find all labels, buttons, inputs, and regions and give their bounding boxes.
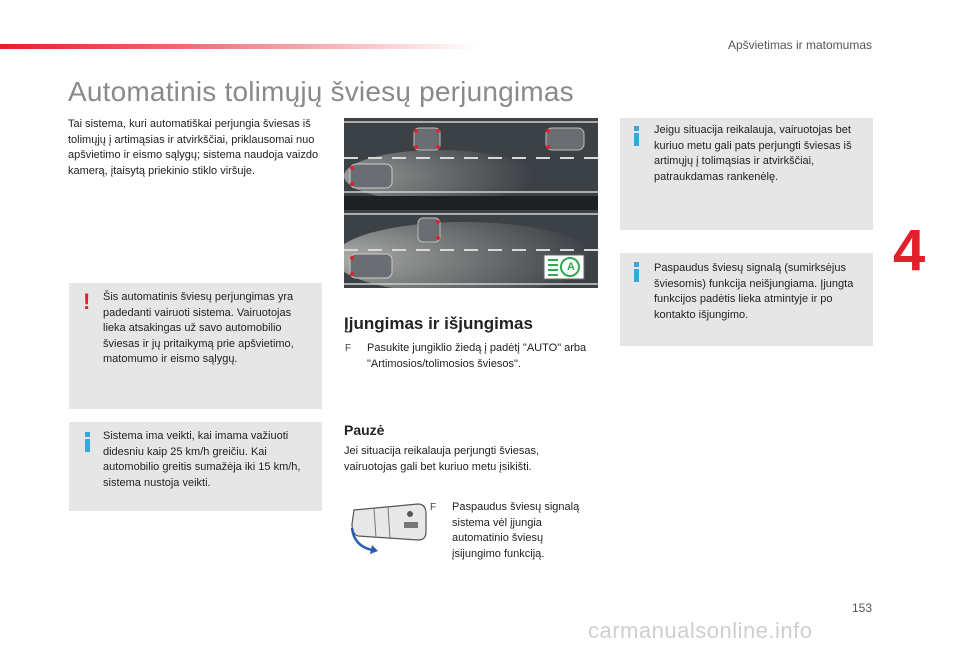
page-number: 153: [851, 601, 872, 615]
info-flash-text: Paspaudus šviesų signalą (sumirksėjus šviesomis) funkcija neišjungiama. Įjungta funkcijos padėtis lieka atmintyje ir po kontakto išjungimo.: [654, 262, 854, 321]
pause-bullet-text: Paspaudus šviesų signalą sistema vėl įjungia automatinio šviesų įsijungimo funkciją.: [452, 501, 580, 560]
section-pause-heading: Pauzė: [344, 422, 385, 438]
warning-icon: !: [83, 289, 91, 314]
info-box-manual-override: [620, 118, 873, 230]
info-icon: [634, 126, 639, 146]
pause-text: Jei situacija reikalauja perjungti šviesas, vairuotojas gali bet kuriuo metu įsikišti.: [344, 445, 540, 473]
info-speed-text: Sistema ima veikti, kai imama važiuoti didesniu kaip 25 km/h greičiu. Kai automobilio greitis sumažėja iki 15 km/h, sistema nustoja veikti.: [103, 430, 301, 489]
on-off-text: Pasukite jungiklio žiedą į padėtį "AUTO" arba "Artimosios/tolimosios šviesos".: [367, 342, 587, 370]
auto-lights-badge: A: [567, 261, 575, 273]
header-accent-bar: [0, 44, 480, 49]
info-box-flash: [620, 253, 873, 346]
bullet-icon: F: [345, 343, 352, 354]
page-title: Automatinis tolimųjų šviesų perjungimas: [68, 76, 574, 107]
info-icon: [634, 262, 639, 282]
bullet-icon: F: [430, 502, 437, 513]
warning-box: [69, 283, 322, 409]
intro-paragraph: Tai sistema, kuri automatiškai perjungia šviesas iš tolimųjų į artimąsias ir atvirkščiai, priklausomai nuo apšvietimo ir eismo sąlygų; sistema naudoja vaizdo kamerą, įtaisytą priekinio stiklo viršuje.: [68, 118, 319, 177]
section-on-off-heading: Įjungimas ir išjungimas: [344, 314, 533, 333]
section-header: Apšvietimas ir matomumas: [727, 38, 872, 52]
watermark: carmanualsonline.info: [588, 618, 813, 643]
info-icon: [85, 432, 90, 452]
light-stalk-illustration: [348, 500, 428, 556]
road-scenes-graphic: [344, 118, 598, 288]
road-illustration: [344, 118, 598, 288]
light-stalk-graphic: [348, 500, 428, 556]
info-box-speed: [69, 422, 322, 511]
info-override-text: Jeigu situacija reikalauja, vairuotojas bet kuriuo metu gali pats perjungti šviesas iš artimųjų į tolimąsias ir atvirkščiai, patraukdamas rankenėlę.: [654, 124, 852, 183]
chapter-number: 4: [893, 218, 926, 283]
warning-text: Šis automatinis šviesų perjungimas yra padedanti vairuoti sistema. Vairuotojas lieka atsakingas už savo automobilio šviesas ir jų pritaikymą prie apšvietimo, matomumo ir eismo sąlygų.: [103, 291, 294, 365]
